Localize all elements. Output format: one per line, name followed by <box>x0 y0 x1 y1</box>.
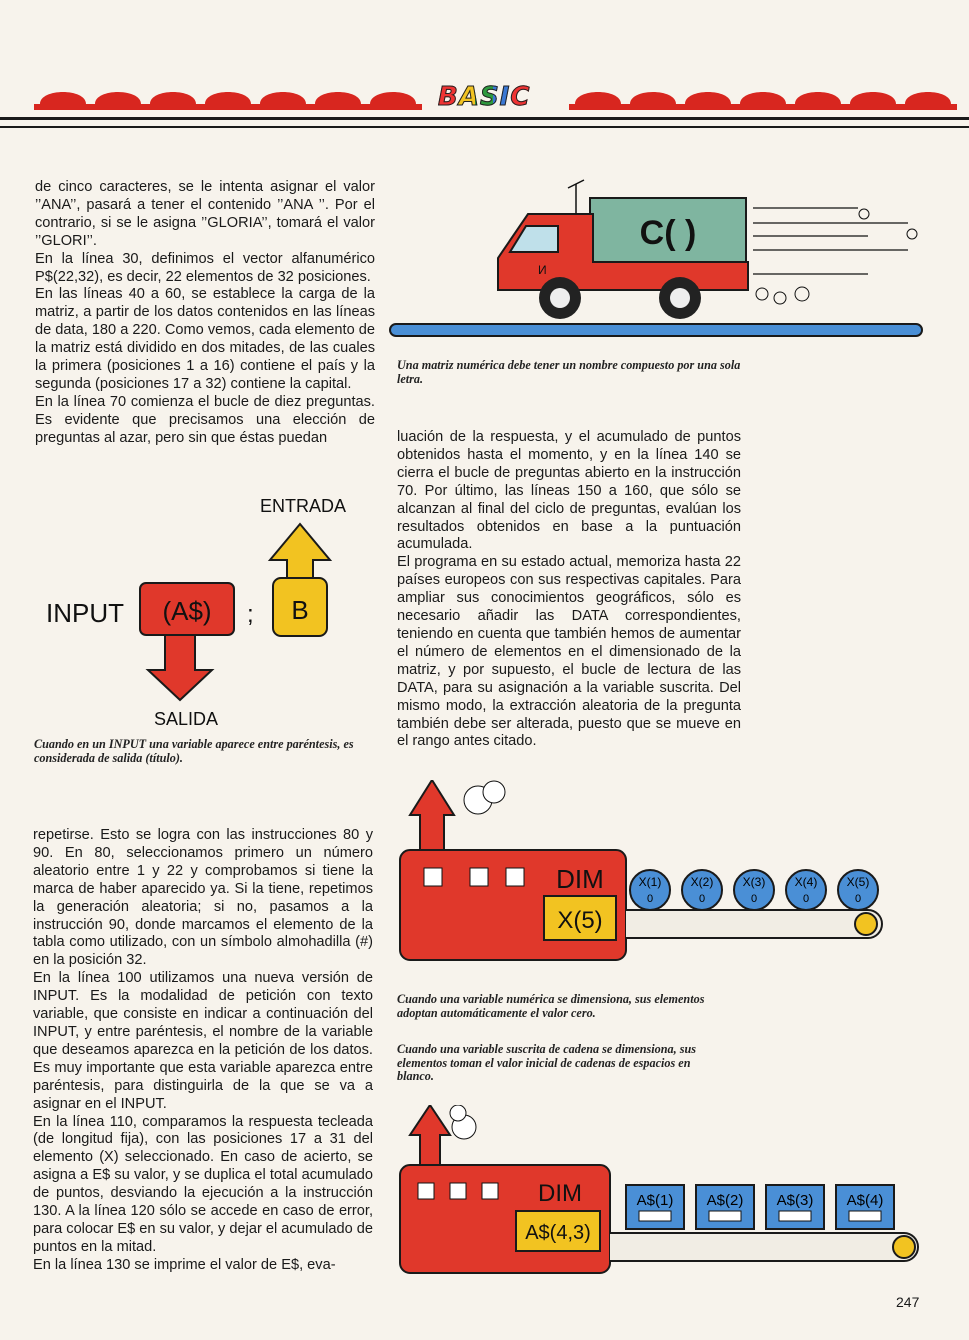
entrada-label: ENTRADA <box>260 496 347 516</box>
paragraph: En la línea 100 utilizamos una nueva versión de INPUT. Es la modalidad de petición con texto variable, que consiste en indicar a continuación del INPUT, y entre paréntesis, el nombre de la variable que deseamos aparezca en la petición de los datos. Es muy importante que esta variable aparezca entre paréntesis, para distinguirla de la que se va a asignar en el INPUT. <box>33 970 373 1112</box>
numeric-element <box>838 870 878 910</box>
string-element <box>836 1185 894 1229</box>
right-column <box>397 429 741 751</box>
paragraph: En la línea 30, definimos el vector alfanumérico P$(22,32), es decir, 22 elementos de 32 posiciones. <box>35 250 375 285</box>
element-value: 0 <box>802 893 810 905</box>
basic-logo: BASIC <box>438 82 531 112</box>
header-rule-2 <box>0 126 969 128</box>
paragraph: El programa en su estado actual, memoriza hasta 22 países europeos con sus respectivas capitales. Para ampliar sus conocimientos geográficos, sólo es necesario añadir las DATA correspondientes, teniendo en cuenta que también hemos de aumentar el número de elementos en el dimensionado de la matriz, y por supuesto, el bucle de lectura de las DATA, para su asignación a la variable suscrita. Del mismo modo, la extracción aleatoria de la pregunta también debe ser alterada, puesto que se mueve en el rango antes citado. <box>397 554 741 750</box>
truck-caption: Una matriz numérica debe tener un nombre compuesto por una sola letra. <box>397 358 741 386</box>
invader-icon <box>254 92 312 110</box>
invader-icon <box>364 92 422 110</box>
element-value: 0 <box>646 893 654 905</box>
invader-icon <box>569 92 627 110</box>
element-label: A$(4) <box>846 1192 884 1209</box>
header-rule <box>0 117 969 120</box>
element-value: 0 <box>698 893 706 905</box>
page-number: 247 <box>896 1294 920 1310</box>
dim-label: DIM <box>556 864 604 894</box>
truck-illustration <box>388 178 928 343</box>
paragraph: En la línea 130 se imprime el valor de E$, eva- <box>33 1256 336 1273</box>
dim-string-caption: Cuando una variable suscrita de cadena se dimensiona, sus elementos toman el valor inicial de cadenas de espacios en blanco. <box>397 1042 696 1084</box>
paragraph: luación de la respuesta, y el acumulado de puntos obtenidos hasta el momento, y en la línea 140 se cierra el bucle de preguntas abierto en la instrucción 70. Por último, las líneas 150 a 160, que sólo se alcanzan al final del ciclo de preguntas, evalúan los resultados obtenidos en base a la puntuación acumulada. <box>397 429 741 553</box>
invader-icon <box>199 92 257 110</box>
dim-arg: A$(4,3) <box>525 1222 591 1244</box>
invader-icon <box>734 92 792 110</box>
element-label: X(1) <box>638 875 662 889</box>
invader-icon <box>144 92 202 110</box>
left-column-top <box>35 179 375 448</box>
numeric-element <box>786 870 826 910</box>
element-value: 0 <box>750 893 758 905</box>
element-label: X(3) <box>742 875 766 889</box>
input-keyword: INPUT <box>46 598 124 628</box>
input-diagram <box>40 490 360 730</box>
element-label: A$(2) <box>706 1192 744 1209</box>
paragraph: En las líneas 40 a 60, se establece la carga de la matriz, a partir de los datos contenidos en las líneas de data, 180 a 220. Como vemos, cada elemento de la matriz está dividido en dos mitades, de las cuales la primera (posiciones 1 a 16) contiene el país y la segunda (posiciones 17 a 32) contiene la capital. <box>35 286 375 392</box>
dim-string-machine <box>398 1105 928 1280</box>
invader-icon <box>679 92 737 110</box>
string-element <box>766 1185 824 1229</box>
invader-icon <box>309 92 367 110</box>
element-label: A$(1) <box>636 1192 674 1209</box>
element-label: X(2) <box>690 875 714 889</box>
salida-label: SALIDA <box>154 709 219 729</box>
string-element <box>626 1185 684 1229</box>
paragraph: de cinco caracteres, se le intenta asignar el valor ’’ANA’’, pasará a tener el contenido ’’ANA ’’. Por el contrario, si se le asigna ’’GLORIA’’, tomará el valor ’’GLORI’’. <box>35 179 375 249</box>
dim-numeric-caption: Cuando una variable numérica se dimensiona, sus elementos adoptan automáticamente el valor cero. <box>397 992 705 1020</box>
separator: ; <box>247 601 254 628</box>
paragraph: repetirse. Esto se logra con las instrucciones 80 y 90. En 80, seleccionamos primero un número aleatorio entre 1 y 22 y comprobamos si tiene la marca de haber aparecido ya. Si la tiene, repetimos la generación aleatoria; si no, pasamos a la instrucción 90, donde marcamos el elemento de la tabla como utilizado, con un símbolo almohadilla (#) en la posición 32. <box>33 827 373 969</box>
numeric-element <box>734 870 774 910</box>
invader-icon <box>899 92 957 110</box>
element-label: X(5) <box>846 875 870 889</box>
element-value: 0 <box>854 893 862 905</box>
input-caption: Cuando en un INPUT una variable aparece entre paréntesis, es considerada de salida (título). <box>34 737 354 765</box>
invader-icon <box>34 92 92 110</box>
element-label: X(4) <box>794 875 818 889</box>
invader-icon <box>624 92 682 110</box>
invader-icon <box>89 92 147 110</box>
invader-icon <box>789 92 847 110</box>
truck-label: C( ) <box>639 214 697 252</box>
dim-label: DIM <box>538 1180 582 1207</box>
numeric-element <box>682 870 722 910</box>
numeric-element <box>630 870 670 910</box>
left-column-bottom <box>33 827 373 1275</box>
var-box-label: (A$) <box>162 596 212 626</box>
b-box-label: B <box>291 595 309 625</box>
dim-arg: X(5) <box>557 907 603 934</box>
paragraph: En la línea 70 comienza el bucle de diez preguntas. Es evidente que precisamos una elección de preguntas al azar, pero sin que éstas puedan <box>35 393 375 446</box>
dim-numeric-machine <box>398 780 898 980</box>
truck-door-letter: И <box>538 263 547 277</box>
paragraph: En la línea 110, comparamos la respuesta tecleada (de longitud fija), con las posiciones 17 a 31 del elemento (X) seleccionado. En caso de acierto, se asigna a E$ su valor, y se duplica el total acumulado de puntos, desviando la ejecución a la instrucción 130. A la línea 120 sólo se accede en caso de error, para colocar E$ en su valor, y dejar el acumulado de puntos en la mitad. <box>33 1113 373 1255</box>
string-element <box>696 1185 754 1229</box>
invader-icon <box>844 92 902 110</box>
element-label: A$(3) <box>776 1192 814 1209</box>
